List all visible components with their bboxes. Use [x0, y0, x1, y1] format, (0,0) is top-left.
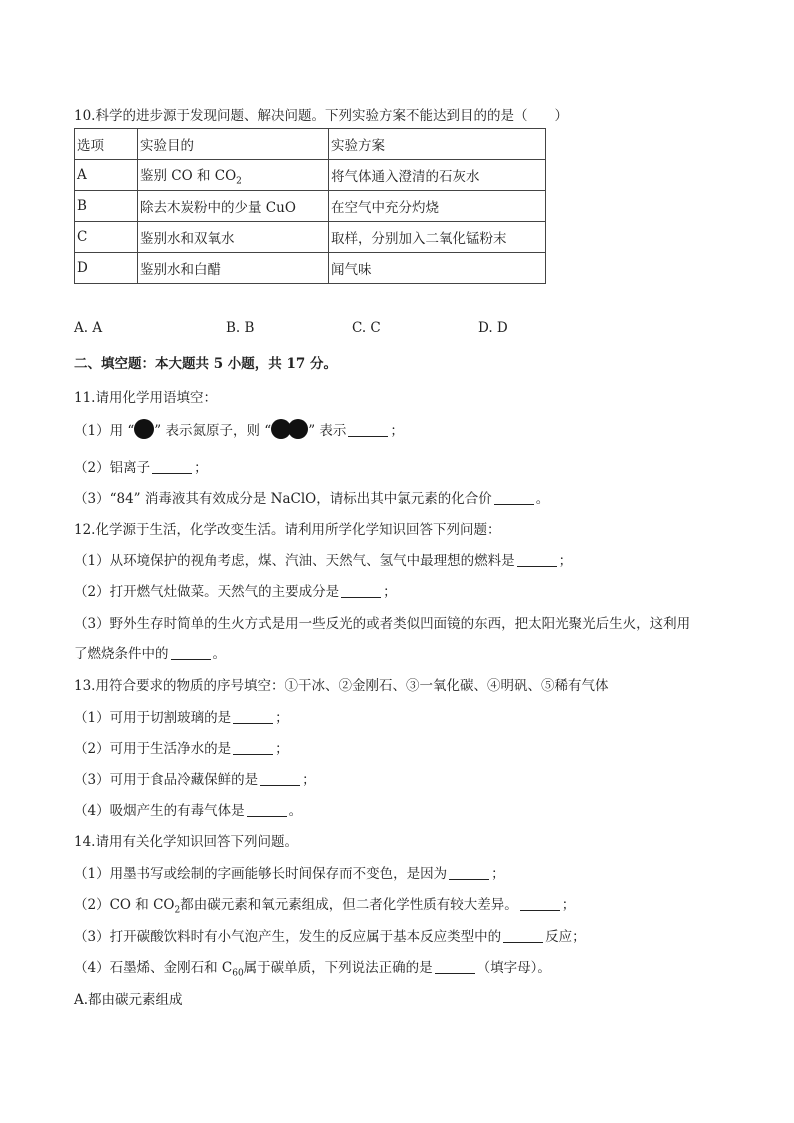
table-cell-plan: 在空气中充分灼烧 [329, 191, 546, 222]
text: ” 表示氮原子，则 “ [154, 423, 272, 439]
answer-blank [341, 583, 381, 598]
table-cell-aim: 鉴别水和双氧水 [138, 222, 329, 253]
q13-part3 [74, 768, 316, 788]
q13-part2 [74, 737, 289, 757]
q10-stem: 10.科学的进步源于发现问题、解决问题。下列实验方案不能达到目的的是（ ） [74, 108, 568, 124]
text: （4）石墨烯、金刚石和 C [74, 960, 233, 976]
table-cell-aim: 除去木炭粉中的少量 CuO [138, 191, 329, 222]
table-cell-option: C [75, 222, 138, 253]
answer-blank [260, 771, 300, 786]
text: ； [275, 710, 289, 726]
q11-part2 [74, 456, 208, 476]
answer-blank [520, 896, 560, 911]
q10-table [74, 128, 546, 284]
q12-part2 [74, 580, 397, 600]
q11-part3 [74, 487, 549, 507]
subscript: 60 [232, 968, 244, 979]
text: 。 [535, 491, 550, 507]
text: 属于碳单质，下列说法正确的是 [243, 960, 433, 976]
text: ； [383, 584, 397, 600]
text: 反应； [545, 929, 586, 945]
answer-blank [517, 552, 557, 567]
text: （4）吸烟产生的有毒气体是 [74, 803, 245, 819]
text: ； [194, 460, 208, 476]
q12-part3: （3）野外生存时简单的生火方式是用一些反光的或者类似凹面镜的东西，把太阳光聚光后生火，这利用 [74, 616, 691, 632]
text: （2）CO 和 CO [74, 897, 175, 913]
text: （1）从环境保护的视角考虑，煤、汽油、天然气、氢气中最理想的燃料是 [74, 553, 515, 569]
text: （2）铝离子 [74, 460, 151, 476]
text: （填字母）。 [476, 960, 551, 976]
q13-part4 [74, 799, 302, 819]
table-row [75, 222, 546, 253]
table-cell-option: A [75, 160, 138, 191]
aim-text: 鉴别 CO 和 CO [140, 167, 237, 184]
q12-stem: 12.化学源于生活，化学改变生活。请利用所学化学知识回答下列问题： [74, 522, 501, 538]
q14-stem: 14.请用有关化学知识回答下列问题。 [74, 834, 298, 850]
table-cell-plan: 闻气味 [329, 253, 546, 284]
answer-blank [233, 709, 273, 724]
answer-blank [449, 865, 489, 880]
text: （3）“84” 消毒液其有效成分是 NaClO，请标出其中氯元素的化合价 [74, 491, 492, 507]
table-cell-option: B [75, 191, 138, 222]
table-row [75, 191, 546, 222]
nitrogen-atom-icon [288, 419, 308, 439]
subscript: 2 [174, 905, 181, 916]
answer-blank [247, 802, 287, 817]
q14-part2 [74, 893, 575, 916]
text: ； [491, 866, 505, 882]
q13-stem: 13.用符合要求的物质的序号填空：①干冰、②金刚石、③一氧化碳、④明矾、⑤稀有气体 [74, 678, 609, 694]
table-header-cell: 选项 [75, 129, 138, 160]
q10-option-a: A. A [74, 320, 103, 336]
table-row [75, 160, 546, 191]
answer-blank [503, 928, 543, 943]
text: 了燃烧条件中的 [74, 646, 169, 662]
answer-blank [494, 490, 534, 505]
table-cell-plan: 取样，分别加入二氧化锰粉末 [329, 222, 546, 253]
table-row [75, 253, 546, 284]
text: ； [302, 772, 316, 788]
table-header-cell: 实验目的 [138, 129, 329, 160]
text: ； [390, 423, 404, 439]
answer-blank [152, 459, 192, 474]
q14-part1 [74, 862, 505, 882]
answer-blank [171, 645, 211, 660]
text: ” 表示 [308, 423, 347, 439]
q14-part4 [74, 956, 551, 979]
text: （3）打开碳酸饮料时有小气泡产生，发生的反应属于基本反应类型中的 [74, 929, 502, 945]
text: （1）用 “ [74, 423, 135, 439]
text: 都由碳元素和氧元素组成，但二者化学性质有较大差异。 [180, 897, 518, 913]
q10-option-b: B. B [226, 320, 255, 336]
table-header-row [75, 129, 546, 160]
text: （1）可用于切割玻璃的是 [74, 710, 232, 726]
text: （2）打开燃气灶做菜。天然气的主要成分是 [74, 584, 340, 600]
answer-blank [435, 959, 475, 974]
table-cell-option: D [75, 253, 138, 284]
text: （1）用墨书写或绘制的字画能够长时间保存而不变色，是因为 [74, 866, 448, 882]
q10-option-c: C. C [352, 320, 381, 336]
text: （3）可用于食品冷藏保鲜的是 [74, 772, 259, 788]
aim-subscript: 2 [236, 176, 242, 187]
section-heading: 二、填空题：本大题共 5 小题，共 17 分。 [74, 356, 337, 372]
q14-option-a: A.都由碳元素组成 [74, 992, 183, 1008]
table-cell-plan: 将气体通入澄清的石灰水 [329, 160, 546, 191]
nitrogen-atom-icon [134, 419, 154, 439]
table-header-cell: 实验方案 [329, 129, 546, 160]
text: 。 [288, 803, 303, 819]
table-cell-aim: 鉴别水和白醋 [138, 253, 329, 284]
answer-blank [348, 422, 388, 437]
q11-part1 [74, 419, 404, 439]
text: 。 [212, 646, 226, 662]
table-cell-aim [138, 160, 329, 191]
text: ； [275, 741, 289, 757]
q12-part1 [74, 549, 572, 569]
q13-part1 [74, 706, 289, 726]
q12-part3-cont [74, 642, 226, 662]
q10-option-d: D. D [478, 320, 508, 336]
q11-stem: 11.请用化学用语填空： [74, 390, 217, 406]
answer-blank [233, 740, 273, 755]
text: （2）可用于生活净水的是 [74, 741, 232, 757]
q14-part3 [74, 925, 586, 945]
text: ； [558, 553, 573, 569]
text: ； [561, 897, 576, 913]
